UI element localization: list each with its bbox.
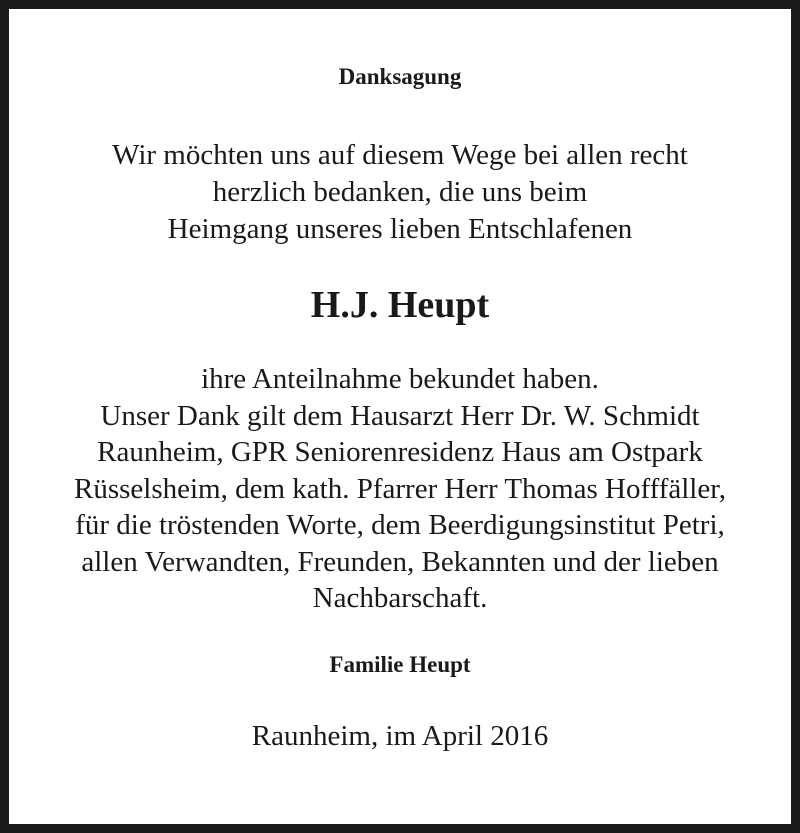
thanks-line: Rüsselsheim, dem kath. Pfarrer Herr Thomas Hofffäller, — [74, 472, 726, 505]
thanks-line: für die tröstenden Worte, dem Beerdigungsinstitut Petri, — [75, 509, 725, 541]
deceased-name: H.J. Heupt — [310, 284, 490, 326]
family-signature: Familie Heupt — [329, 652, 471, 677]
thanks-paragraph — [9, 361, 791, 617]
intro-line: Heimgang unseres lieben Entschlafenen — [167, 213, 633, 245]
notice-heading: Danksagung — [338, 64, 462, 89]
thanks-line: ihre Anteilnahme bekundet haben. — [201, 363, 599, 395]
thanks-line: allen Verwandten, Freunden, Bekannten und der lieben — [81, 545, 719, 578]
intro-line: herzlich bedanken, die uns beim — [212, 176, 588, 208]
intro-paragraph — [9, 137, 791, 248]
intro-line: Wir möchten uns auf diesem Wege bei allen recht — [112, 139, 688, 171]
place-and-date: Raunheim, im April 2016 — [251, 720, 549, 752]
thanks-line: Raunheim, GPR Seniorenresidenz Haus am Ostpark — [97, 436, 703, 468]
thanks-line: Nachbarschaft. — [312, 582, 488, 614]
thanks-line: Unser Dank gilt dem Hausarzt Herr Dr. W. Schmidt — [100, 399, 700, 432]
